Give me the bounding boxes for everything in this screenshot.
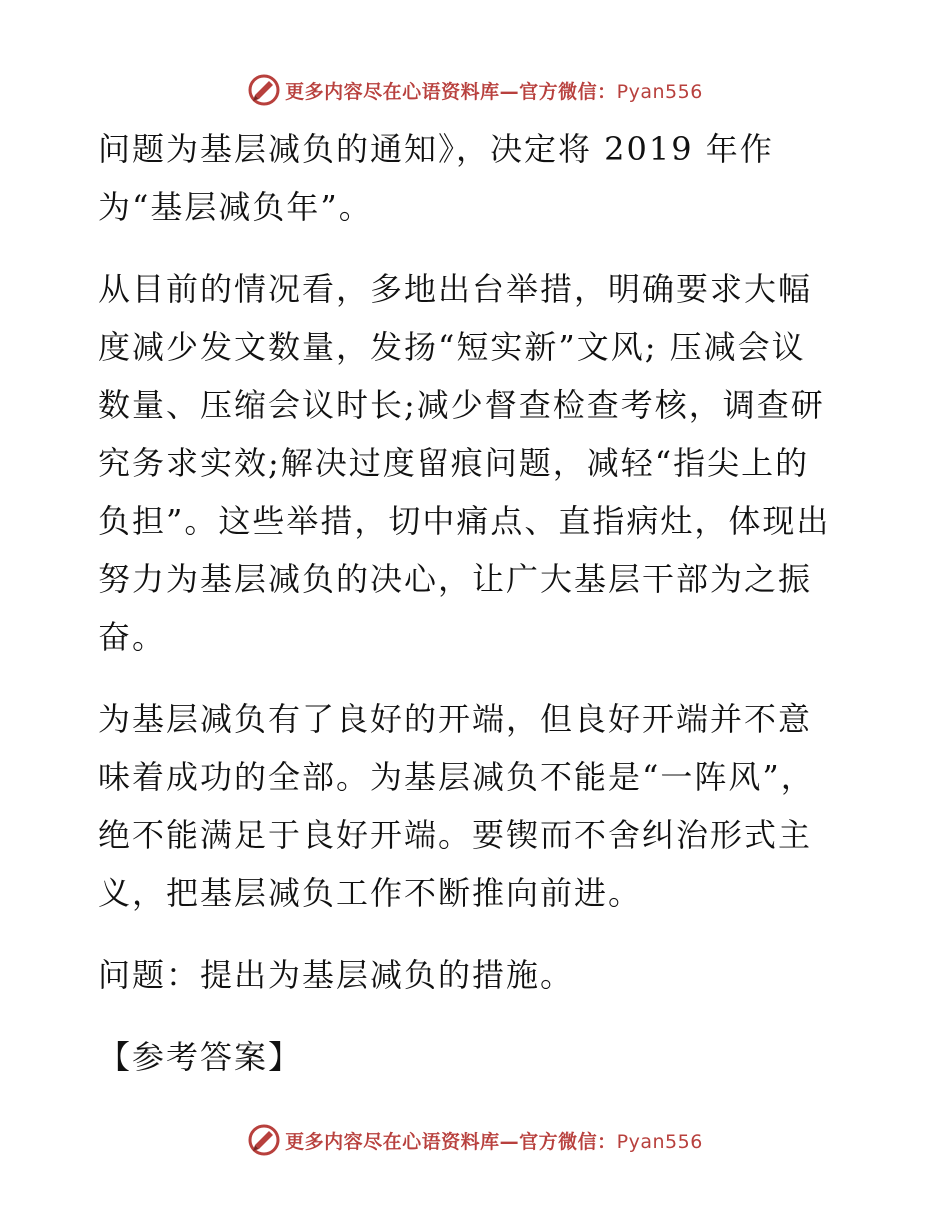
- text-line: 义，把基层减负工作不断推向前进。: [98, 874, 643, 912]
- pen-logo-icon: [247, 73, 281, 107]
- banner-text: 更多内容尽在心语资料库—官方微信：Pyan556: [285, 80, 703, 103]
- document-body: [98, 120, 858, 1086]
- question-paragraph: [98, 946, 858, 1004]
- paragraph: [98, 690, 858, 922]
- text-line: 从目前的情况看，多地出台举措，明确要求大幅: [98, 270, 813, 308]
- pen-logo-icon: [247, 1123, 281, 1157]
- text-line: 努力为基层减负的决心，让广大基层干部为之振: [98, 560, 813, 598]
- text-line: 奋。: [98, 618, 167, 656]
- paragraph: [98, 120, 858, 236]
- text-line: 绝不能满足于良好开端。要锲而不舍纠治形式主: [98, 816, 813, 854]
- text-line: 味着成功的全部。为基层减负不能是“一阵风”，: [98, 758, 815, 796]
- footer-banner: [0, 1120, 950, 1160]
- answer-heading: [98, 1028, 858, 1086]
- text-line: 问题：提出为基层减负的措施。: [98, 956, 575, 994]
- text-line: 为“基层减负年”。: [98, 188, 373, 226]
- text-line: 负担”。这些举措，切中痛点、直指病灶，体现出: [98, 502, 831, 540]
- text-line: 数量、压缩会议时长;减少督查检查考核，调查研: [98, 386, 825, 424]
- text-line: 为基层减负有了良好的开端，但良好开端并不意: [98, 700, 813, 738]
- banner-text: 更多内容尽在心语资料库—官方微信：Pyan556: [285, 1130, 703, 1153]
- text-line: 【参考答案】: [98, 1038, 303, 1076]
- text-line: 问题为基层减负的通知》，决定将 2019 年作: [98, 130, 774, 168]
- text-line: 究务求实效;解决过度留痕问题，减轻“指尖上的: [98, 444, 810, 482]
- paragraph: [98, 260, 858, 666]
- header-banner: [0, 70, 950, 110]
- text-line: 度减少发文数量，发扬“短实新”文风; 压减会议: [98, 328, 806, 366]
